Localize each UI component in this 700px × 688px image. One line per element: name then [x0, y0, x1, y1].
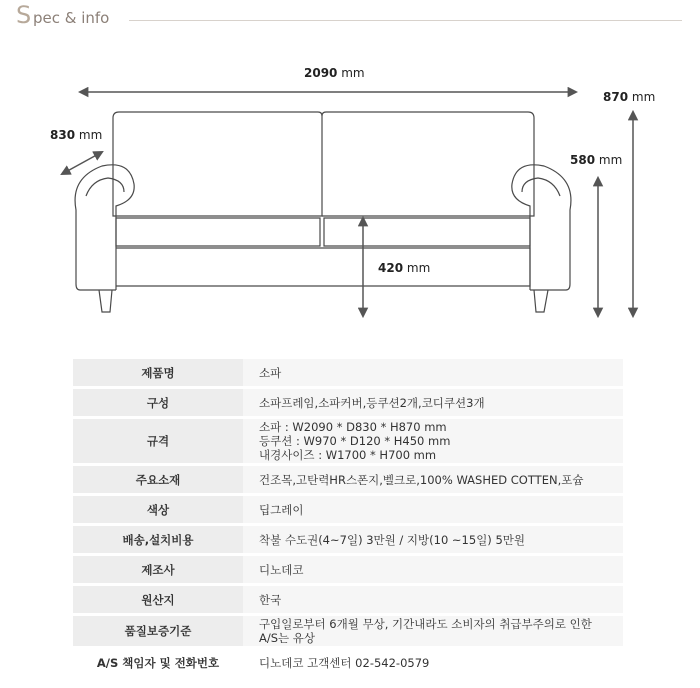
header-rule [129, 20, 682, 21]
height-value: 870 [603, 90, 629, 104]
table-row [73, 359, 623, 386]
spec-label: 규격 [73, 419, 243, 463]
header-title-rest: pec & info [33, 9, 110, 27]
height-label [603, 90, 655, 104]
spec-table [73, 356, 623, 679]
spec-label: 주요소재 [73, 466, 243, 493]
spec-value-line: 한국 [259, 592, 282, 607]
width-unit: mm [341, 66, 365, 80]
width-value: 2090 [304, 66, 338, 80]
spec-value-line: 구입일로부터 6개월 무상, 기간내라도 소비자의 취급부주의로 인한 [259, 617, 592, 631]
depth-label [50, 128, 102, 142]
sofa-outline [75, 112, 571, 312]
spec-value-line: 착불 수도권(4~7일) 3만원 / 지방(10 ~15일) 5만원 [259, 532, 525, 547]
spec-value-line: 딥그레이 [259, 502, 304, 517]
spec-value-line: 디노데코 [259, 562, 304, 577]
section-header [16, 2, 666, 28]
spec-value [243, 389, 623, 416]
table-row [73, 586, 623, 613]
spec-label: 제품명 [73, 359, 243, 386]
depth-unit: mm [78, 128, 103, 142]
spec-value-line: 소파 [259, 365, 282, 380]
spec-label: A/S 책임자 및 전화번호 [73, 649, 243, 676]
spec-value [243, 649, 623, 676]
width-label [304, 66, 365, 80]
header-title-initial: S [16, 1, 32, 29]
spec-value [243, 526, 623, 553]
sofa-dimension-drawing [0, 40, 700, 330]
spec-value-line: 소파 : W2090 * D830 * H870 mm [259, 420, 447, 434]
seat-height-label [378, 261, 430, 275]
spec-label: 품질보증기준 [73, 616, 243, 646]
spec-label: 제조사 [73, 556, 243, 583]
depth-dimension-line [62, 152, 102, 174]
table-row [73, 389, 623, 416]
table-row [73, 616, 623, 646]
arm-height-label [570, 153, 622, 167]
table-row [73, 649, 623, 676]
table-row [73, 466, 623, 493]
spec-value-line: 내경사이즈 : W1700 * H700 mm [259, 448, 437, 462]
spec-value-line: 소파프레임,소파커버,등쿠션2개,코디쿠션3개 [259, 395, 485, 410]
seat-height-value: 420 [378, 261, 404, 275]
table-row [73, 419, 623, 463]
arm-height-unit: mm [598, 153, 623, 167]
spec-label: 구성 [73, 389, 243, 416]
depth-value: 830 [50, 128, 76, 142]
spec-value [243, 466, 623, 493]
spec-value [243, 556, 623, 583]
spec-value [243, 419, 623, 463]
spec-value [243, 586, 623, 613]
spec-value-line: 디노데코 고객센터 02-542-0579 [259, 655, 430, 670]
spec-label: 원산지 [73, 586, 243, 613]
spec-value [243, 616, 623, 646]
table-row [73, 496, 623, 523]
table-row [73, 526, 623, 553]
spec-value-line: 등쿠션 : W970 * D120 * H450 mm [259, 434, 451, 448]
spec-value [243, 359, 623, 386]
spec-value [243, 496, 623, 523]
spec-value-line: 건조목,고탄력HR스폰지,벨크로,100% WASHED COTTEN,포슘 [259, 472, 584, 487]
seat-height-unit: mm [406, 261, 431, 275]
spec-value-line: A/S는 유상 [259, 631, 316, 645]
arm-height-value: 580 [570, 153, 596, 167]
height-unit: mm [631, 90, 656, 104]
table-row [73, 556, 623, 583]
spec-label: 색상 [73, 496, 243, 523]
spec-label: 배송,설치비용 [73, 526, 243, 553]
